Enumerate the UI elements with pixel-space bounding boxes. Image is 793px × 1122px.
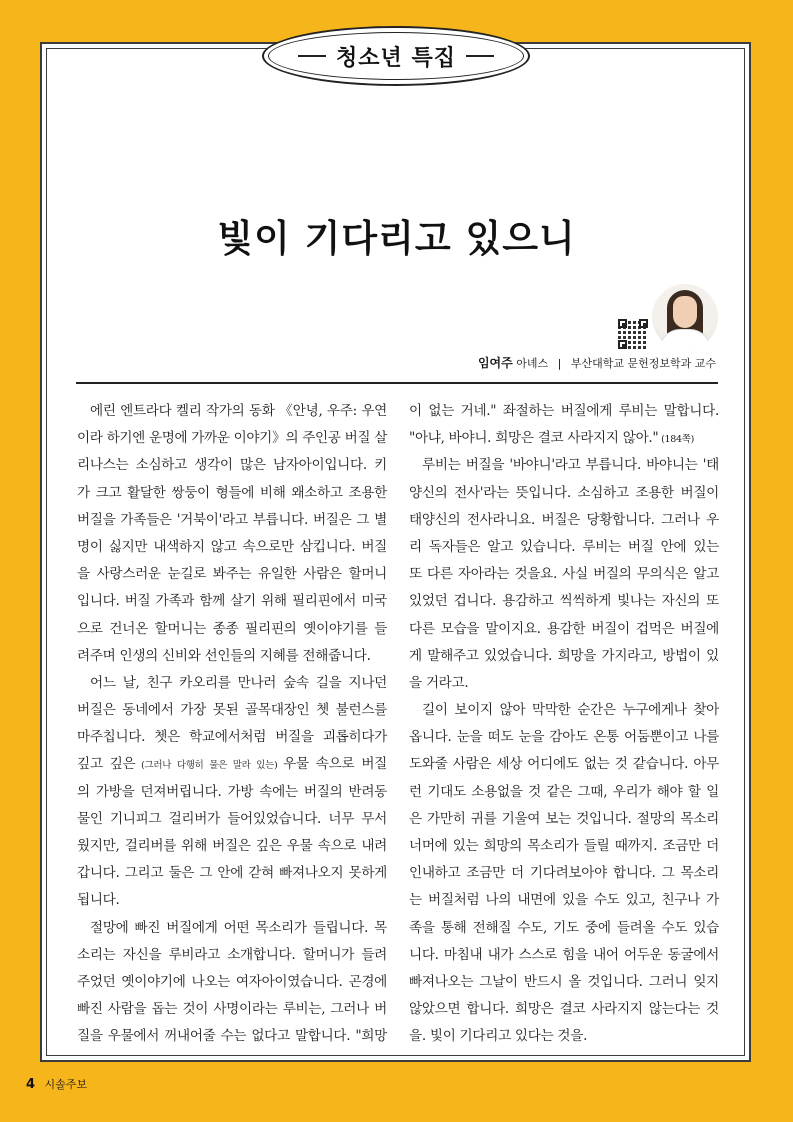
text-line xyxy=(77,588,387,615)
text-line-content: 빠진 사람을 돕는 것이 사명이라는 루비는, 그러나 버 xyxy=(77,1001,387,1018)
text-line xyxy=(409,697,719,724)
article-column-right xyxy=(409,398,719,1051)
text-line xyxy=(77,779,387,806)
byline-separator: | xyxy=(557,357,562,370)
author-photo xyxy=(652,284,718,350)
author-name: 임여주 xyxy=(477,356,513,370)
text-line xyxy=(409,616,719,643)
text-line xyxy=(77,996,387,1023)
text-line-content: 태양신의 전사라니요. 버질은 당황합니다. 그러나 우 xyxy=(409,511,719,528)
text-line-content: 옵니다. 눈을 떠도 눈을 감아도 온통 어둠뿐이고 나를 xyxy=(409,729,719,746)
text-line-content: 인내하고 조금만 더 기다려보아야 합니다. 그 목소리 xyxy=(409,865,719,882)
text-line-content: 을 사랑스러운 눈길로 봐주는 유일한 사람은 할머니 xyxy=(77,566,387,583)
text-line-content: 는 버질처럼 나의 내면에 있을 수도 있고, 친구나 가 xyxy=(409,892,719,909)
text-line-content: 버질은 동네에서 가장 못된 골목대장인 쳇 불런스를 xyxy=(77,702,387,719)
text-line-content: 절망에 빠진 버질에게 어떤 목소리가 들립니다. 목 xyxy=(90,919,387,936)
text-line-content: 어느 날, 친구 카오리를 만나러 숲속 길을 지나던 xyxy=(90,674,387,691)
text-line-content: 리나스는 소심하고 생각이 많은 남자아이입니다. 키 xyxy=(77,457,387,474)
text-line xyxy=(409,833,719,860)
text-line-content: 으로 건너온 할머니는 종종 필리핀의 옛이야기를 들 xyxy=(77,620,387,637)
text-line-content: 리 독자들은 알고 있습니다. 루비는 버질 안에 있는 xyxy=(409,538,719,555)
text-line xyxy=(77,724,387,751)
author-byline xyxy=(478,354,716,371)
text-line xyxy=(409,1023,719,1050)
text-line-content: 족을 통해 전해질 수도, 기도 중에 들려올 수도 있습 xyxy=(409,919,719,936)
text-line-content: 루비는 버질을 '바야니'라고 부릅니다. 바야니는 '태 xyxy=(422,457,719,474)
author-baptismal-name: 아녜스 xyxy=(516,357,549,370)
text-line-content: 다른 모습을 말이지요. 용감한 버질이 겁먹은 버질에 xyxy=(409,620,719,637)
text-line-content: 깊고 깊은 xyxy=(77,756,136,773)
text-line xyxy=(77,887,387,914)
text-line xyxy=(409,480,719,507)
page-footer xyxy=(26,1076,87,1092)
text-line-content: 너머에 있는 희망의 목소리가 들릴 때까지. 조금만 더 xyxy=(409,838,719,854)
text-line xyxy=(77,833,387,860)
text-line xyxy=(77,398,387,425)
text-line xyxy=(77,507,387,534)
text-line xyxy=(409,751,719,778)
text-line-content: 이 없는 거네." 좌절하는 버질에게 루비는 말합니다. xyxy=(409,403,719,419)
inline-aside: (184쪽) xyxy=(658,434,695,446)
text-line xyxy=(409,806,719,833)
text-line xyxy=(77,969,387,996)
text-line-content: 길이 보이지 않아 막막한 순간은 누구에게나 찾아 xyxy=(422,702,719,719)
text-line xyxy=(77,915,387,942)
author-affiliation: 부산대학교 문헌정보학과 교수 xyxy=(570,357,716,370)
text-line-content: 빠져나오는 그날이 반드시 올 것입니다. 그러니 잊지 xyxy=(409,973,719,990)
text-line xyxy=(409,534,719,561)
text-line xyxy=(409,643,719,670)
text-line-content: 있었던 겁니다. 용감하고 씩씩하게 빛나는 자신의 또 xyxy=(409,593,719,610)
text-line xyxy=(77,643,387,670)
text-line-content: 소리는 자신을 루비라고 소개합니다. 할머니가 들려 xyxy=(77,946,387,963)
text-line xyxy=(77,480,387,507)
qr-code-icon[interactable] xyxy=(617,318,649,350)
text-line xyxy=(77,1023,387,1050)
text-line xyxy=(77,751,387,778)
text-line-content: 않았으면 합니다. 희망은 결코 사라지지 않는다는 것 xyxy=(409,1001,719,1018)
text-line-content: 질을 우물에서 꺼내어줄 수는 없다고 말합니다. "희망 xyxy=(77,1028,387,1045)
text-line-content: 마주칩니다. 쳇은 학교에서처럼 버질을 괴롭히다가 xyxy=(77,729,387,746)
text-line-continuation: 우물 속으로 버질 xyxy=(283,756,387,773)
text-line-content: 또 다른 자아라는 것을요. 사실 버질의 무의식은 알고 xyxy=(409,566,719,583)
text-line xyxy=(77,860,387,887)
text-line xyxy=(409,588,719,615)
text-line xyxy=(409,724,719,751)
section-badge xyxy=(262,26,530,86)
text-line-content: 니다. 마침내 내가 스스로 힘을 내어 어두운 동굴에서 xyxy=(409,946,719,963)
text-line xyxy=(409,670,719,697)
text-line-content: 에린 엔트라다 켈리 작가의 동화 《안녕, 우주: 우연 xyxy=(90,403,387,419)
text-line-content: 려주며 인생의 신비와 선인들의 지혜를 전해줍니다. xyxy=(77,647,371,664)
text-line-content: 갑니다. 그리고 둘은 그 안에 갇혀 빠져나오지 못하게 xyxy=(77,865,387,882)
text-line-content: 의 가방을 던져버립니다. 가방 속에는 버질의 반려동 xyxy=(77,783,387,800)
text-line-content: 주었던 옛이야기에 나오는 여자아이였습니다. 곤경에 xyxy=(77,973,387,990)
article-column-left xyxy=(77,398,387,1051)
inline-aside: (그러나 다행히 물은 말라 있는) xyxy=(135,760,284,772)
text-line xyxy=(77,425,387,452)
text-line xyxy=(77,534,387,561)
text-line-content: 됩니다. xyxy=(77,892,120,909)
text-line-content: 게 말해주고 있었습니다. 희망을 가지라고, 방법이 있 xyxy=(409,647,719,664)
text-line-content: 가 크고 활달한 쌍둥이 형들에 비해 왜소하고 조용한 xyxy=(77,484,387,501)
article-title: 빛이 기다리고 있으니 xyxy=(217,217,576,260)
text-line xyxy=(409,942,719,969)
text-line xyxy=(409,779,719,806)
text-line xyxy=(409,561,719,588)
text-line xyxy=(409,398,719,425)
text-line-content: 버질을 가족들은 '거북이'라고 부릅니다. 버질은 그 별 xyxy=(77,511,387,528)
text-line xyxy=(77,452,387,479)
text-line xyxy=(409,887,719,914)
text-line-content: 입니다. 버질 가족과 함께 살기 위해 필리핀에서 미국 xyxy=(77,593,387,610)
text-line xyxy=(409,452,719,479)
text-line-content: 명이 싫지만 내색하지 않고 속으로만 삼킵니다. 버질 xyxy=(77,538,387,555)
text-line xyxy=(77,670,387,697)
text-line xyxy=(409,425,719,452)
text-line-content: 양신의 전사'라는 뜻입니다. 소심하고 조용한 버질이 xyxy=(409,484,719,501)
text-line-content: 물인 기니피그 걸리버가 들어있었습니다. 너무 무서 xyxy=(77,810,387,827)
text-line-content: 도와줄 사람은 세상 어디에도 없는 것 같습니다. 아무 xyxy=(409,756,719,773)
text-line xyxy=(409,507,719,534)
text-line xyxy=(409,915,719,942)
header-divider xyxy=(76,382,718,384)
badge-rule-right xyxy=(466,55,494,57)
text-line-content: "아냐, 바야니. 희망은 결코 사라지지 않아." xyxy=(409,430,659,447)
publication-name: 시솔주보 xyxy=(44,1078,88,1091)
text-line xyxy=(409,860,719,887)
text-line-content: 런 기대도 소용없을 것 같은 그때, 우리가 해야 할 일 xyxy=(409,783,719,800)
text-line xyxy=(77,806,387,833)
section-badge-label: 청소년 특집 xyxy=(336,45,456,71)
text-line xyxy=(77,942,387,969)
text-line-content: 을. 빛이 기다리고 있다는 것을. xyxy=(409,1028,588,1045)
text-line xyxy=(77,697,387,724)
text-line xyxy=(409,969,719,996)
text-line-content: 이라 하기엔 운명에 가까운 이야기》의 주인공 버질 살 xyxy=(77,430,387,447)
text-line-content: 은 가만히 귀를 기울여 보는 것입니다. 절망의 목소리 xyxy=(409,810,719,827)
badge-rule-left xyxy=(298,55,326,57)
text-line xyxy=(409,996,719,1023)
text-line-content: 을 거라고. xyxy=(409,674,469,691)
text-line xyxy=(77,616,387,643)
text-line xyxy=(77,561,387,588)
page-number: 4 xyxy=(26,1077,36,1092)
text-line-content: 웠지만, 걸리버를 위해 버질은 깊은 우물 속으로 내려 xyxy=(77,838,387,854)
